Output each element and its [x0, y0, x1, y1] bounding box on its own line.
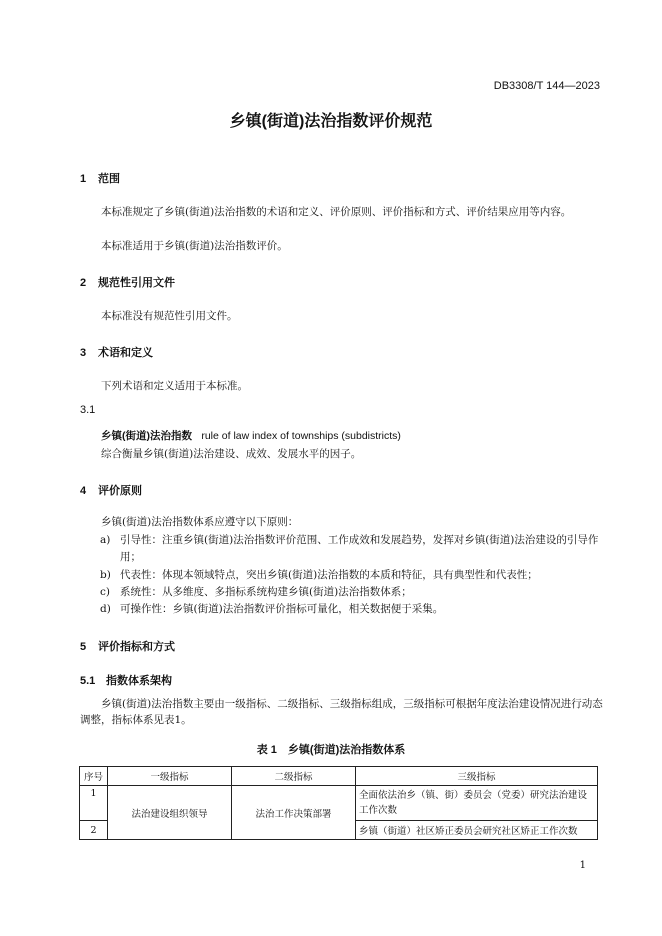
level-2-indicator: 法治工作决策部署: [232, 786, 356, 840]
item-label: d): [100, 603, 111, 615]
section-1-paragraph-1: 本标准规定了乡镇(街道)法治指数的术语和定义、评价原则、评价指标和方式、评价结果应用等内容。: [101, 206, 572, 218]
section-1-paragraph-2: 本标准适用于乡镇(街道)法治指数评价。: [101, 240, 288, 252]
section-5-heading: [80, 638, 175, 654]
section-5-paragraph: 乡镇(街道)法治指数主要由一级指标、二级指标、三级指标组成，三级指标可根据年度法治建设情况进行动态调整，指标体系见表1。: [80, 698, 603, 726]
row-number: 2: [80, 821, 108, 840]
item-text: 代表性：体现本领域特点，突出乡镇(街道)法治指数的本质和特征，具有典型性和代表性；: [120, 569, 538, 581]
subsection-5-1-heading: [80, 672, 172, 688]
subsection-number: 5.1: [80, 675, 96, 687]
level-3-indicator: 全面依法治乡（镇、街）委员会（党委）研究法治建设工作次数: [356, 786, 598, 821]
principle-item-b: [100, 567, 600, 584]
section-title: 评价原则: [98, 485, 142, 497]
item-text: 系统性：从多维度、多指标系统构建乡镇(街道)法治指数体系；: [120, 586, 412, 598]
section-3-paragraph: 下列术语和定义适用于本标准。: [101, 380, 248, 392]
table-row: [80, 786, 598, 821]
section-number: 2: [80, 277, 87, 289]
term-entry: [101, 428, 401, 443]
row-number: 1: [80, 786, 108, 821]
term-chinese: 乡镇(街道)法治指数: [101, 430, 192, 442]
term-definition: 综合衡量乡镇(街道)法治建设、成效、发展水平的因子。: [101, 448, 362, 460]
section-title: 规范性引用文件: [98, 277, 175, 289]
section-number: 1: [80, 173, 87, 185]
section-4-intro: 乡镇(街道)法治指数体系应遵守以下原则：: [101, 516, 299, 528]
section-title: 范围: [98, 173, 120, 185]
section-title: 术语和定义: [98, 347, 153, 359]
section-title: 评价指标和方式: [98, 641, 175, 653]
header-cell: 二级指标: [232, 767, 356, 786]
index-table: [79, 766, 598, 840]
principle-item-d: [100, 601, 600, 618]
section-number: 3: [80, 347, 87, 359]
section-4-heading: [80, 482, 142, 498]
item-label: c): [100, 586, 110, 598]
section-3-heading: [80, 344, 153, 360]
level-3-indicator: 乡镇（街道）社区矫正委员会研究社区矫正工作次数: [356, 821, 598, 840]
header-cell: 序号: [80, 767, 108, 786]
principle-item-c: [100, 584, 600, 601]
section-2-paragraph: 本标准没有规范性引用文件。: [101, 310, 238, 322]
item-text: 引导性：注重乡镇(街道)法治指数评价范围、工作成效和发展趋势，发挥对乡镇(街道)法治建设的引导作用；: [120, 534, 599, 563]
section-number: 4: [80, 485, 87, 497]
level-1-indicator: 法治建设组织领导: [108, 786, 232, 840]
document-code: DB3308/T 144—2023: [493, 80, 600, 92]
section-number: 5: [80, 641, 87, 653]
subsection-title: 指数体系架构: [106, 675, 172, 687]
item-text: 可操作性：乡镇(街道)法治指数评价指标可量化，相关数据便于采集。: [120, 603, 444, 615]
item-label: b): [100, 569, 111, 581]
table-caption: 表 1 乡镇(街道)法治指数体系: [256, 744, 406, 756]
principle-item-a: [100, 532, 600, 566]
term-english: rule of law index of townships (subdistricts): [201, 430, 401, 442]
item-label: a): [100, 534, 111, 546]
table-header-row: [80, 767, 598, 786]
header-cell: 三级指标: [356, 767, 598, 786]
section-2-heading: [80, 274, 175, 290]
page-number: 1: [579, 860, 586, 871]
section-1-heading: [80, 170, 120, 186]
document-title: 乡镇(街道)法治指数评价规范: [229, 113, 433, 130]
header-cell: 一级指标: [108, 767, 232, 786]
subsection-3-1-number: 3.1: [80, 404, 96, 416]
